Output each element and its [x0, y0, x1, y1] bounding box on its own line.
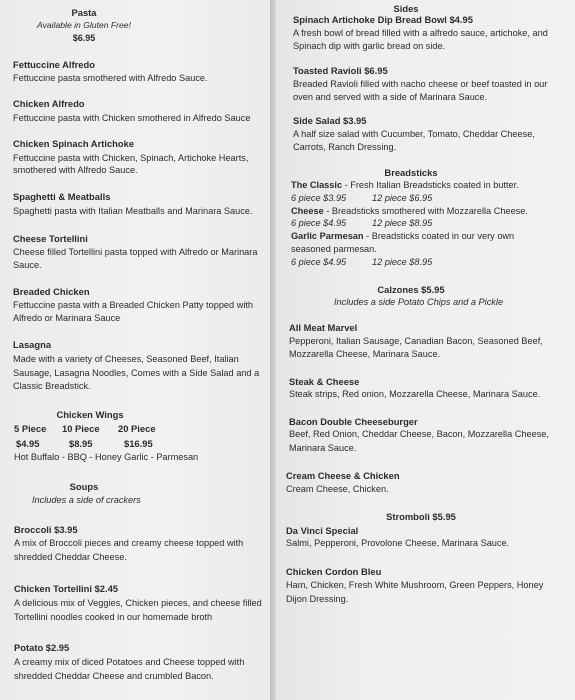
wings-price: $16.95	[124, 438, 153, 449]
stromboli-section-title: Stromboli $5.95	[386, 511, 456, 522]
wings-size: 10 Piece	[62, 423, 100, 434]
soups-note: Includes a side of crackers	[32, 495, 141, 505]
menu-item-description: Fettuccine pasta with Chicken smothered in Alfredo Sauce	[13, 113, 251, 123]
menu-item-description: - Breadsticks coated in our very own	[363, 231, 515, 241]
menu-item-description: Fettuccine pasta smothered with Alfredo Sauce.	[13, 73, 208, 83]
menu-item-name: Side Salad $3.95	[293, 115, 367, 126]
menu-item-description: Dijon Dressing.	[286, 594, 349, 604]
wings-size: 20 Piece	[118, 423, 156, 434]
calzones-note: Includes a side Potato Chips and a Pickle	[334, 297, 504, 307]
menu-item-description: Beef, Red Onion, Cheddar Cheese, Bacon, Mozzarella Cheese,	[289, 429, 549, 439]
menu-item-name: Lasagna	[13, 339, 52, 350]
menu-item-name: Spinach Artichoke Dip Bread Bowl $4.95	[293, 14, 473, 25]
soups-section-title: Soups	[69, 481, 99, 492]
menu-item-name: Spaghetti & Meatballs	[13, 191, 111, 202]
menu-item-name: Steak & Cheese	[289, 376, 360, 387]
menu-item-name: Chicken Cordon Bleu	[286, 566, 382, 577]
menu-item-description: Fettuccine pasta with a Breaded Chicken Patty topped with	[13, 300, 254, 310]
menu-item-description: A fresh bowl of bread filled with a alfredo sauce, artichoke, and	[293, 28, 548, 38]
menu-item-description: Marinara Sauce.	[289, 443, 357, 453]
menu-item-description: A mix of Broccoli pieces and creamy cheese topped with	[14, 538, 244, 548]
pasta-section-title: Pasta	[71, 7, 97, 18]
wings-flavors: Hot Buffalo - BBQ - Honey Garlic - Parmesan	[14, 452, 199, 462]
wings-section-title: Chicken Wings	[56, 409, 124, 420]
menu-item-name: Fettuccine Alfredo	[13, 59, 95, 70]
menu-page-left	[0, 0, 270, 700]
menu-item-description: Tortellini noodles cooked in our homemade broth	[14, 612, 213, 622]
menu-item-description: A delicious mix of Veggies, Chicken pieces, and cheese filled	[14, 598, 262, 608]
pasta-price: $6.95	[72, 33, 96, 43]
menu-item-description: Spaghetti pasta with Italian Meatballs and Marinara Sauce.	[13, 206, 253, 216]
menu-item-description: - Breadsticks smothered with Mozzarella Cheese.	[323, 206, 528, 216]
menu-item-description: Sauce.	[13, 260, 42, 270]
menu-item-description: Made with a variety of Cheeses, Seasoned Beef, Italian	[13, 354, 239, 364]
menu-item-description: Cream Cheese, Chicken.	[286, 484, 389, 494]
menu-item-description: shredded Cheddar Cheese.	[14, 552, 127, 562]
menu-item-name: Potato $2.95	[14, 642, 70, 653]
menu-item-name: Cheese	[291, 206, 324, 216]
breadstick-price: 12 piece $6.95	[372, 193, 433, 203]
menu-item-name: Chicken Tortellini $2.45	[14, 583, 119, 594]
menu-item-name: Breaded Chicken	[13, 286, 90, 297]
breadstick-price: 6 piece $4.95	[291, 257, 347, 267]
wings-price: $8.95	[69, 438, 93, 449]
menu-item-name: All Meat Marvel	[289, 322, 358, 333]
menu-item-description: Sausage, Lasagna Noodles, Comes with a Side Salad and a	[13, 368, 260, 378]
menu-item-description: Spinach dip with garlic bread on side.	[293, 41, 446, 51]
wings-price: $4.95	[16, 438, 40, 449]
breadstick-price: 12 piece $8.95	[372, 218, 433, 228]
menu-item-description: Breaded Ravioli filled with nacho cheese or beef toasted in our	[293, 79, 548, 89]
menu-item-name: The Classic	[291, 180, 343, 190]
menu-item-description: Alfredo or Marinara Sauce	[13, 313, 121, 323]
menu-item-name: Garlic Parmesan	[291, 231, 364, 241]
menu-item-description: shredded Cheddar Cheese and crumbled Bacon.	[14, 671, 214, 681]
pasta-gluten-free-note: Available in Gluten Free!	[37, 20, 131, 30]
menu-item-name: Bacon Double Cheeseburger	[289, 416, 418, 427]
menu-item-name: Cheese Tortellini	[13, 233, 88, 244]
menu-item-name: Broccoli $3.95	[14, 524, 78, 535]
menu-item-name: Cream Cheese & Chicken	[286, 470, 400, 481]
menu-item-description: Mozzarella Cheese, Marinara Sauce.	[289, 349, 441, 359]
menu-item-name: Chicken Spinach Artichoke	[13, 138, 135, 149]
menu-item-description: Cheese filled Tortellini pasta topped with Alfredo or Marinara	[13, 247, 258, 257]
sides-section-title: Sides	[393, 3, 419, 14]
wings-size: 5 Piece	[14, 423, 47, 434]
menu-item-description: Salmi, Pepperoni, Provolone Cheese, Marinara Sauce.	[286, 538, 510, 548]
breadstick-price: 12 piece $8.95	[372, 257, 433, 267]
menu-item-description: Fettuccine pasta with Chicken, Spinach, Artichoke Hearts,	[13, 153, 249, 163]
calzones-section-title: Calzones $5.95	[377, 284, 445, 295]
menu-item-name: Da Vinci Special	[286, 525, 359, 536]
menu-item-description: Ham, Chicken, Fresh White Mushroom, Green Peppers, Honey	[286, 580, 544, 590]
breadsticks-section-title: Breadsticks	[384, 167, 438, 178]
menu-page-right	[276, 0, 575, 700]
menu-item-description: Pepperoni, Italian Sausage, Canadian Bacon, Seasoned Beef,	[289, 336, 543, 346]
menu-item-name: Chicken Alfredo	[13, 98, 85, 109]
menu-item-description: Steak strips, Red onion, Mozzarella Cheese, Marinara Sauce.	[289, 389, 541, 399]
menu-item-description: - Fresh Italian Breadsticks coated in butter.	[342, 180, 519, 190]
menu-item-name: Toasted Ravioli $6.95	[293, 65, 388, 76]
breadstick-price: 6 piece $4.95	[291, 218, 347, 228]
menu-item-description: oven and served with a side of Marinara Sauce.	[293, 92, 488, 102]
breadstick-price: 6 piece $3.95	[291, 193, 347, 203]
menu-item-description: A half size salad with Cucumber, Tomato, Cheddar Cheese,	[293, 129, 535, 139]
menu-item-description: smothered with Alfredo Sauce.	[13, 165, 138, 175]
menu-item-description: Carrots, Ranch Dressing.	[293, 142, 397, 152]
menu-item-description: Classic Breadstick.	[13, 381, 91, 391]
menu-item-description: A creamy mix of diced Potatoes and Cheese topped with	[14, 657, 245, 667]
menu-item-description: seasoned parmesan.	[291, 244, 377, 254]
